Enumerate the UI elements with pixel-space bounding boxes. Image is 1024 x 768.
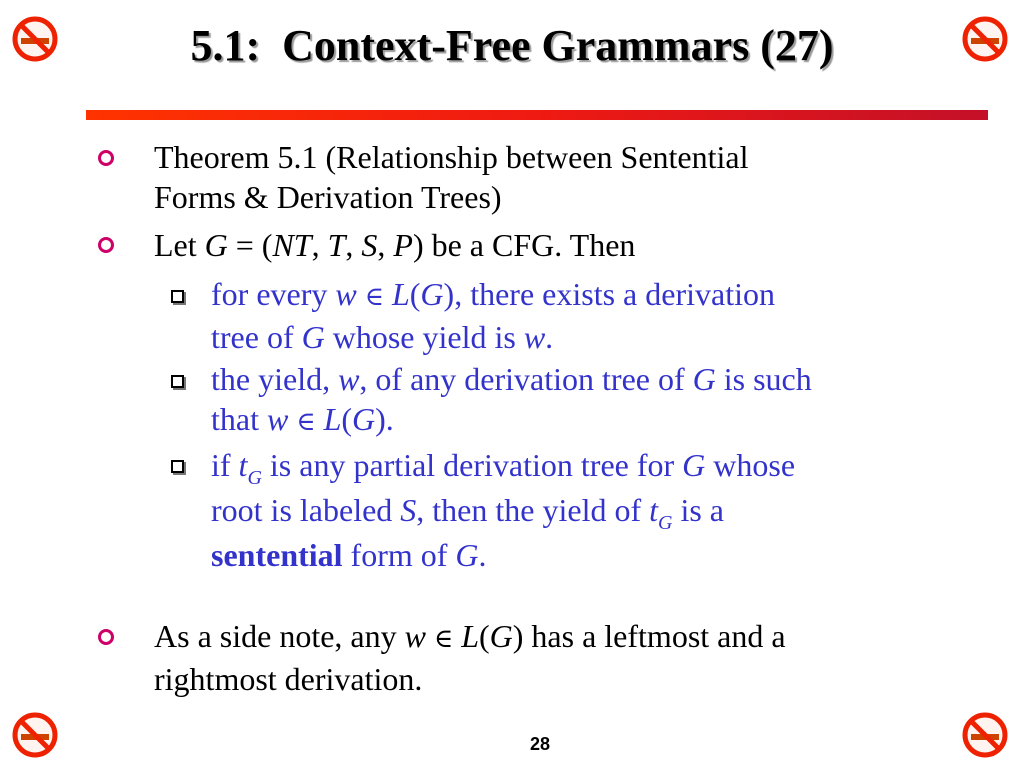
sub-bullet-every-w: for every w ∈ L(G), there exists a derivation tree of G whose yield is w.: [211, 276, 775, 355]
bullet-side-note: As a side note, any w ∈ L(G) has a leftmost and a rightmost derivation.: [154, 618, 786, 697]
slide-title: [0, 14, 1024, 78]
circle-bullet-icon: [98, 150, 114, 166]
square-bullet-icon: [171, 290, 184, 303]
title-number: 5.1:: [190, 21, 261, 70]
square-bullet-icon: [171, 375, 184, 388]
title-text: Context-Free Grammars (27): [282, 21, 834, 70]
square-bullet-icon: [171, 460, 184, 473]
title-divider: [86, 110, 988, 120]
sub-bullet-partial-tree: if $t_G$ is any partial derivation tree for G whose root is labeled S, then the yield of $t_G$ is a sentential form of G.: [211, 447, 796, 573]
bullet-let: Let G = (NT, T, S, P) be a CFG. Then: [154, 227, 636, 263]
circle-bullet-icon: [98, 237, 114, 253]
bullet-theorem: Theorem 5.1 (Relationship between Sentential Forms & Derivation Trees): [154, 139, 749, 215]
circle-bullet-icon: [98, 629, 114, 645]
page-number: 28: [529, 734, 551, 754]
sub-bullet-yield: the yield, w, of any derivation tree of G is such that w ∈ L(G).: [211, 361, 812, 437]
